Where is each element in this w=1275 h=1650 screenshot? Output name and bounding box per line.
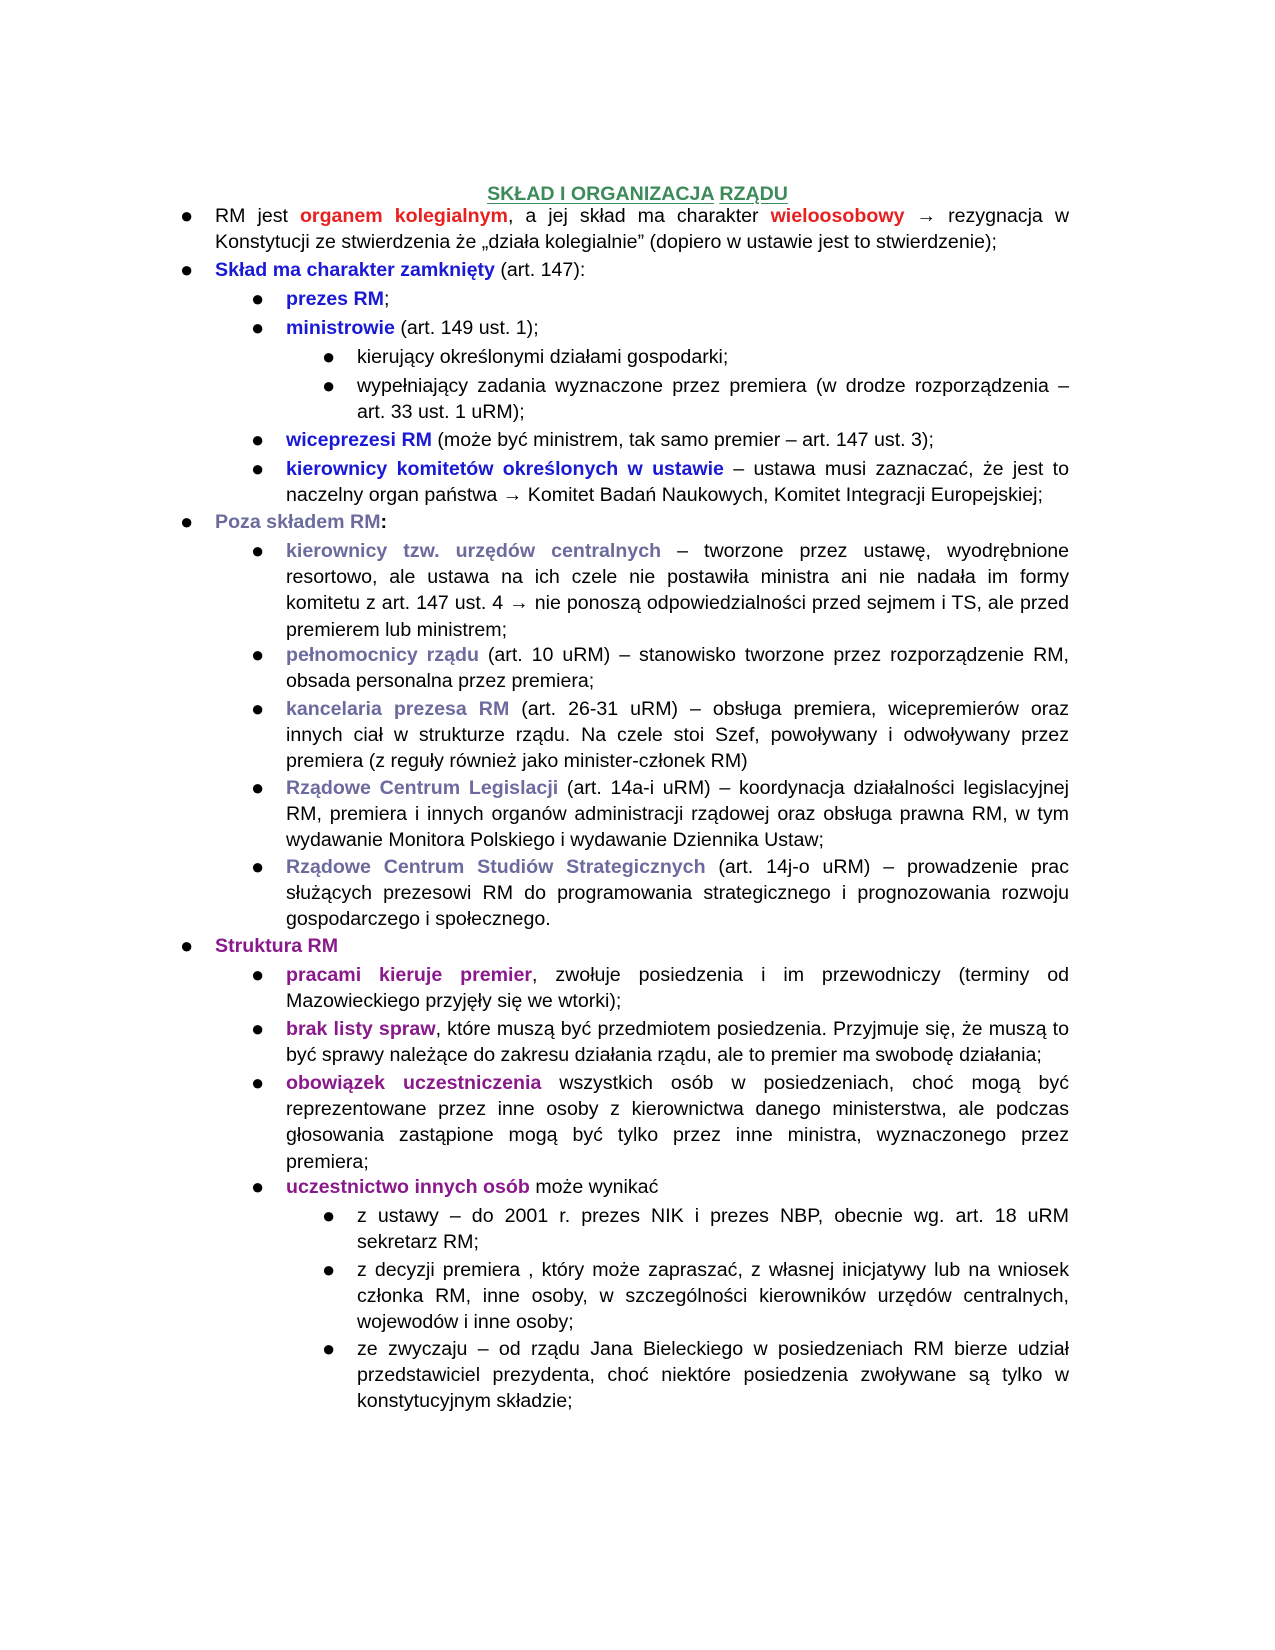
highlighted-term: wieloosobowy: [770, 205, 905, 227]
list-item-level-3: [322, 373, 1069, 425]
text-segment: – tworzone przez ustawę, wyodrębnione: [661, 540, 1070, 562]
list-item-level-2: [251, 962, 1069, 1014]
text-segment: , a jej skład ma charakter: [507, 205, 771, 227]
text-line: [286, 748, 1069, 774]
text-line: [357, 1283, 1069, 1309]
list-item-level-2: [251, 775, 1069, 854]
page-title-part2: RZĄDU: [719, 183, 788, 205]
list-item-level-1: [180, 509, 1069, 535]
bullet-icon: ●: [251, 642, 265, 667]
text-segment: (art. 14a-i uRM) – koordynacja działalności legislacyjnej: [558, 777, 1069, 799]
text-line: [215, 229, 1069, 255]
text-segment: wojewodów i inne osoby;: [357, 1311, 574, 1334]
text-segment: może wynikać: [529, 1176, 659, 1198]
list-item-level-2: [251, 696, 1070, 775]
bullet-icon: ●: [322, 373, 336, 398]
text-segment: , które muszą być przedmiotem posiedzenia. Przyjmuje się, że muszą to: [435, 1018, 1069, 1040]
highlighted-term: wiceprezesi RM: [286, 429, 432, 451]
text-line: [286, 1174, 1069, 1200]
bullet-icon: ●: [251, 427, 265, 452]
text-line: [357, 1257, 1069, 1283]
text-line: [286, 642, 1069, 668]
text-line: [215, 933, 1069, 959]
text-line: [215, 509, 1069, 535]
text-segment: → rezygnacja w: [904, 205, 1069, 227]
highlighted-term: pełnomocnicy rządu: [286, 644, 479, 666]
text-line: [286, 668, 1069, 694]
text-line: [286, 1016, 1069, 1042]
highlighted-term: Poza składem RM: [215, 511, 381, 533]
text-segment: :: [380, 511, 388, 533]
highlighted-term: Rządowe Centrum Legislacji: [286, 777, 559, 799]
bullet-icon: ●: [322, 1203, 336, 1228]
text-segment: premierem lub ministrem;: [286, 618, 508, 641]
text-segment: , zwołuje posiedzenia i im przewodniczy (terminy od: [532, 964, 1069, 986]
text-segment: członka RM, inne osoby, w szczególności kierowników urzędów centralnych,: [357, 1285, 1069, 1308]
bullet-icon: ●: [251, 315, 265, 340]
text-line: [286, 1096, 1069, 1122]
text-line: [286, 854, 1069, 880]
highlighted-term: brak listy spraw: [286, 1018, 436, 1040]
highlighted-term: Skład ma charakter zamknięty: [215, 259, 495, 281]
text-line: [286, 722, 1069, 748]
text-segment: gospodarczego i społecznego.: [286, 908, 551, 931]
bullet-icon: ●: [251, 775, 265, 800]
text-line: [286, 564, 1069, 590]
text-line: [286, 880, 1069, 906]
bullet-icon: ●: [322, 344, 336, 369]
bullet-icon: ●: [251, 286, 265, 311]
text-line: [286, 988, 1069, 1014]
text-line: [215, 257, 1069, 283]
text-line: [286, 696, 1069, 722]
text-line: [286, 538, 1069, 564]
highlighted-term: ministrowie: [286, 317, 395, 339]
text-segment: Konstytucji ze stwierdzenia że „działa kolegialnie” (dopiero w ustawie jest to stwierdzenie);: [215, 231, 997, 254]
list-item-level-2: [251, 1016, 1069, 1068]
highlighted-term: kierownicy tzw. urzędów centralnych: [286, 540, 662, 562]
bullet-icon: ●: [251, 854, 265, 879]
text-line: [357, 373, 1069, 399]
text-line: [286, 482, 1069, 508]
text-segment: – ustawa musi zaznaczać, że jest to: [723, 458, 1070, 480]
bullet-icon: ●: [251, 696, 265, 721]
bullet-icon: ●: [180, 509, 194, 534]
bullet-icon: ●: [180, 257, 194, 282]
text-segment: reprezentowane przez inne osoby z kierownictwa danego ministerstwa, ale podczas: [286, 1098, 1069, 1121]
highlighted-term: Struktura RM: [215, 935, 339, 957]
list-item-level-1: [180, 257, 1069, 283]
list-item-level-3: [322, 344, 1069, 370]
text-segment: (może być ministrem, tak samo premier – art. 147 ust. 3);: [431, 429, 934, 451]
text-line: [286, 286, 1069, 312]
text-segment: RM, premiera i innych organów administracji rządowej oraz obsługa prawna RM, w tym: [286, 803, 1069, 826]
text-segment: przedstawiciel prezydenta, choć niektóre posiedzenia zwoływane są tylko w: [357, 1364, 1069, 1387]
text-segment: (art. 147):: [494, 259, 586, 281]
text-segment: konstytucyjnym składzie;: [357, 1390, 573, 1413]
list-item-level-3: [322, 1336, 1069, 1415]
bullet-icon: ●: [180, 203, 194, 228]
list-item-level-1: [180, 933, 1069, 959]
text-line: [357, 1362, 1069, 1388]
text-segment: premiera;: [286, 1150, 369, 1173]
text-segment: sekretarz RM;: [357, 1231, 479, 1254]
text-segment: kierujący określonymi działami gospodarki;: [357, 346, 729, 368]
text-line: [357, 1388, 1069, 1414]
bullet-icon: ●: [251, 1016, 265, 1041]
text-segment: ;: [384, 288, 390, 310]
text-segment: RM jest: [215, 205, 300, 227]
list-item-level-2: [251, 1070, 1069, 1175]
text-line: [286, 1149, 1069, 1175]
list-item-level-2: [251, 854, 1070, 933]
highlighted-term: obowiązek uczestniczenia: [286, 1072, 542, 1094]
text-line: [286, 456, 1069, 482]
text-segment: wszystkich osób w posiedzeniach, choć mogą być: [541, 1072, 1069, 1094]
bullet-icon: ●: [251, 1070, 265, 1095]
text-segment: (art. 14j-o uRM) – prowadzenie prac: [705, 856, 1070, 878]
text-line: [357, 1203, 1069, 1229]
text-line: [286, 775, 1069, 801]
highlighted-term: kierownicy komitetów określonych w ustawie: [286, 458, 724, 480]
text-line: [286, 1042, 1069, 1068]
text-line: [286, 1070, 1069, 1096]
text-segment: głosowania zastąpione mogą być tylko przez inne ministra, wyznaczonego przez: [286, 1124, 1069, 1147]
bullet-icon: ●: [322, 1257, 336, 1282]
highlighted-term: uczestnictwo innych osób: [286, 1176, 530, 1198]
text-segment: z ustawy – do 2001 r. prezes NIK i prezes NBP, obecnie wg. art. 18 uRM: [357, 1205, 1069, 1227]
list-item-level-3: [322, 1257, 1069, 1336]
text-segment: wypełniający zadania wyznaczone przez premiera (w drodze rozporządzenia –: [357, 375, 1069, 397]
text-segment: premiera (z reguły również jako minister-członek RM): [286, 750, 748, 773]
text-line: [286, 827, 1069, 853]
list-item-level-2: [251, 286, 1069, 312]
text-line: [357, 1229, 1069, 1255]
text-segment: wydawanie Monitora Polskiego i wydawanie Dziennika Ustaw;: [286, 829, 824, 852]
text-line: [286, 962, 1069, 988]
bullet-icon: ●: [322, 1336, 336, 1361]
text-line: [357, 344, 1069, 370]
text-line: [286, 315, 1069, 341]
text-line: [286, 1122, 1069, 1148]
bullet-icon: ●: [251, 538, 265, 563]
text-segment: służących prezesowi RM do programowania strategicznego i prognozowania rozwoju: [286, 882, 1069, 905]
text-segment: (art. 26-31 uRM) – obsługa premiera, wicepremierów oraz: [509, 698, 1070, 720]
list-item-level-2: [251, 538, 1070, 643]
text-line: [286, 801, 1069, 827]
list-item-level-3: [322, 1203, 1069, 1255]
text-line: [286, 617, 1069, 643]
list-item-level-2: [251, 642, 1069, 694]
text-segment: resortowo, ale ustawa na ich czele nie postawiła ministra ani nie nadała im formy: [286, 566, 1069, 589]
text-segment: art. 33 ust. 1 uRM);: [357, 401, 525, 424]
highlighted-term: organem kolegialnym: [299, 205, 508, 227]
text-segment: Mazowieckiego przyjęły się we wtorki);: [286, 990, 622, 1013]
text-segment: obsada personalna przez premiera;: [286, 670, 595, 693]
bullet-icon: ●: [251, 456, 265, 481]
text-line: [286, 906, 1069, 932]
list-item-level-2: [251, 456, 1070, 508]
text-segment: być sprawy należące do zakresu działania rządu, ale to premier ma swobodę działania;: [286, 1044, 1042, 1067]
highlighted-term: prezes RM: [286, 288, 384, 310]
text-line: [286, 427, 1069, 453]
text-line: [357, 399, 1069, 425]
text-segment: (art. 10 uRM) – stanowisko tworzone przez rozporządzenie RM,: [478, 644, 1069, 666]
bullet-icon: ●: [180, 933, 194, 958]
text-segment: komitetu z art. 147 ust. 4 → nie ponoszą odpowiedzialności przed sejmem i TS, ale przed: [286, 592, 1069, 615]
text-line: [357, 1309, 1069, 1335]
text-line: [286, 590, 1069, 616]
list-item-level-2: [251, 427, 1069, 453]
text-segment: ze zwyczaju – od rządu Jana Bieleckiego w posiedzeniach RM bierze udział: [357, 1338, 1069, 1360]
highlighted-term: kancelaria prezesa RM: [286, 698, 510, 720]
bullet-icon: ●: [251, 1174, 265, 1199]
page-title-part1: SKŁAD I ORGANIZACJA: [487, 183, 714, 205]
text-line: [215, 203, 1069, 229]
list-item-level-2: [251, 315, 1069, 341]
list-item-level-1: [180, 203, 1069, 255]
text-segment: innych ciał w strukturze rządu. Na czele stoi Szef, powoływany i odwoływany przez: [286, 724, 1069, 747]
list-item-level-2: [251, 1174, 1069, 1200]
text-segment: z decyzji premiera , który może zapraszać, z własnej inicjatywy lub na wniosek: [357, 1259, 1069, 1281]
highlighted-term: pracami kieruje premier: [286, 964, 533, 986]
highlighted-term: Rządowe Centrum Studiów Strategicznych: [286, 856, 706, 878]
text-segment: naczelny organ państwa → Komitet Badań Naukowych, Komitet Integracji Europejskiej;: [286, 484, 1043, 507]
text-segment: (art. 149 ust. 1);: [394, 317, 539, 339]
bullet-icon: ●: [251, 962, 265, 987]
text-line: [357, 1336, 1069, 1362]
